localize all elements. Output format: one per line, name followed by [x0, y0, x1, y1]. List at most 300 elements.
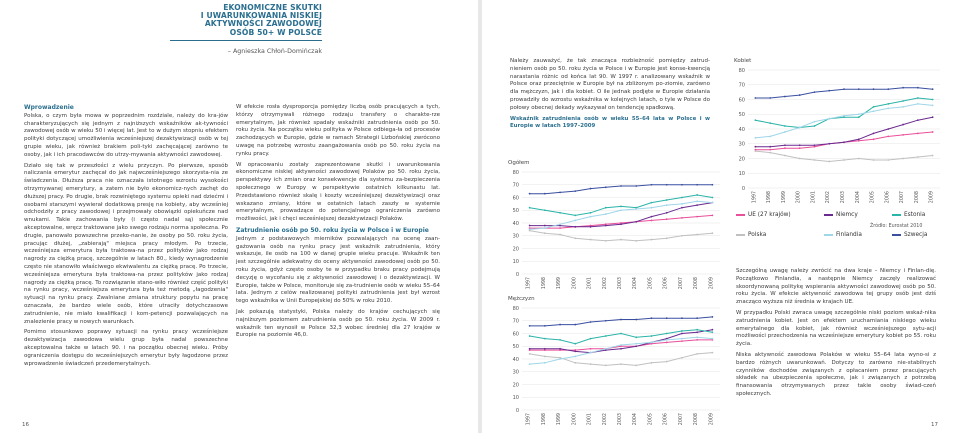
y-tick-label: 70 [512, 318, 519, 325]
data-point [917, 156, 919, 158]
data-point [754, 137, 756, 139]
data-point [651, 220, 653, 222]
data-point [711, 214, 713, 216]
data-point [754, 150, 756, 152]
data-point [574, 226, 576, 228]
data-point [932, 88, 934, 90]
data-point [651, 207, 653, 209]
source-note: Źródło: Eurostat 2010 [870, 224, 923, 229]
data-point [711, 352, 713, 354]
data-point [711, 331, 713, 333]
y-tick-label: 0 [515, 407, 519, 414]
data-point [681, 338, 683, 340]
data-point [858, 138, 860, 140]
data-point [902, 124, 904, 126]
data-point [574, 350, 576, 352]
x-tick-label: 2005 [648, 413, 654, 426]
x-tick-label: 2006 [885, 191, 891, 204]
legend-swatch [736, 234, 745, 236]
data-point [681, 184, 683, 186]
data-point [590, 239, 592, 241]
paragraph: W efekcie rosła dysproporcja pomiędzy liczbą osób pracujących a tych, którzy otrzymywali różnego rodzaju transfery o charakte-rze emerytalnym, jak również spadały wskaźniki zatrudnienia osób po 50. roku życia. Na początku wieku polityka w Polsce odbiega-ła od procesów zachodzących w Europie, gdzie w ramach Strategii Lizbońskiej zwrócono uwagę na potrzebę wzrostu zaangażowania osób po 50. roku życia na rynku pracy. [236, 104, 440, 157]
data-point [590, 226, 592, 228]
data-point [932, 116, 934, 118]
data-point [620, 206, 622, 208]
data-point [681, 217, 683, 219]
x-tick-label: 1999 [557, 277, 563, 290]
data-point [559, 348, 561, 350]
data-point [635, 345, 637, 347]
data-point [635, 319, 637, 321]
data-point [696, 194, 698, 196]
page-number-right: 17 [931, 422, 938, 428]
data-point [784, 144, 786, 146]
data-point [711, 232, 713, 234]
data-point [917, 97, 919, 99]
article-title-block [110, 4, 322, 55]
data-point [681, 333, 683, 335]
data-point [814, 91, 816, 93]
data-point [769, 122, 771, 124]
y-tick-label: 80 [512, 169, 519, 176]
y-tick-label: 30 [738, 141, 745, 148]
paragraph: Jak pokazują statystyki, Polska należy do krajów cechujących się najniższym poziomem zatrudnienia osób po 50. roku życia. W 2009 r. wskaźnik ten wynosił w Polsce 32,3 wobec średniej dla 27 krajów w Europie na poziomie 46,0. [236, 308, 440, 339]
data-point [544, 356, 546, 358]
data-point [828, 143, 830, 145]
data-point [932, 99, 934, 101]
data-point [590, 348, 592, 350]
data-point [681, 207, 683, 209]
data-point [814, 159, 816, 161]
chart-ogolem-svg [508, 168, 724, 292]
legend-swatch [824, 214, 833, 216]
data-point [529, 193, 531, 195]
data-point [590, 338, 592, 340]
x-tick-label: 2009 [709, 277, 715, 290]
left-page [0, 0, 478, 433]
data-point [651, 335, 653, 337]
data-point [696, 216, 698, 218]
data-point [828, 90, 830, 92]
data-point [635, 185, 637, 187]
data-point [574, 362, 576, 364]
legend-swatch [824, 234, 833, 236]
chart-heading: Wskaźnik zatrudnienia osób w wieku 55–64 lata w Polsce i w Europie w latach 1997–2009 [510, 115, 710, 130]
data-point [605, 207, 607, 209]
data-point [932, 155, 934, 157]
series-line [755, 132, 932, 150]
data-point [651, 317, 653, 319]
data-point [529, 335, 531, 337]
data-point [681, 317, 683, 319]
data-point [696, 353, 698, 355]
middle-column [236, 104, 440, 343]
data-point [887, 135, 889, 137]
data-point [681, 357, 683, 359]
data-point [544, 232, 546, 234]
data-point [902, 158, 904, 160]
legend-label: Szwecja [904, 232, 928, 238]
data-point [784, 155, 786, 157]
data-point [574, 237, 576, 239]
data-point [559, 212, 561, 214]
data-point [754, 119, 756, 121]
data-point [769, 97, 771, 99]
paragraph: Pomimo stosunkowo poprawy sytuacji na rynku pracy wcześniejsze dezaktywizacja zawodowa wielu grup była nadal powszechne akceptowalna także w latach 90. i na początku obecnej wieku. Próby ograniczenia dostępu do wcześniejszych emerytur były łagodzone przez wprowadzenie świadczeń przedemerytalnych. [24, 329, 228, 367]
right-text-column-top [510, 58, 710, 131]
data-point [873, 106, 875, 108]
data-point [666, 361, 668, 363]
data-point [696, 329, 698, 331]
legend-swatch [892, 234, 901, 236]
x-tick-label: 2000 [572, 277, 578, 290]
data-point [529, 325, 531, 327]
data-point [666, 212, 668, 214]
data-point [544, 338, 546, 340]
data-point [887, 159, 889, 161]
paragraph: Szczególną uwagę należy zwrócić na dwa kraje – Niemcy i Finlan-dię. Początkowo Finlandia, a następnie Niemcy zaczęły realizować skoordynowaną politykę wspierania aktywności zawodowej osób po 50. roku życia. W efekcie aktywność zawodowa tej grupy osób jest dziś znacząco wyższa niż średnia w krajach UE. [736, 268, 936, 306]
data-point [559, 192, 561, 194]
data-point [590, 321, 592, 323]
data-point [828, 118, 830, 120]
data-point [769, 135, 771, 137]
x-tick-label: 1998 [541, 413, 547, 426]
data-point [620, 348, 622, 350]
x-tick-label: 2008 [694, 277, 700, 290]
data-point [696, 204, 698, 206]
data-point [635, 208, 637, 210]
x-tick-label: 2002 [602, 413, 608, 426]
title-rule [170, 40, 322, 41]
data-point [620, 239, 622, 241]
legend-label: Finlandia [836, 232, 862, 238]
x-tick-label: 2007 [678, 413, 684, 426]
y-tick-label: 0 [741, 185, 745, 192]
author: – Agnieszka Chłoń-Domińczak [227, 47, 322, 55]
data-point [590, 212, 592, 214]
data-point [529, 353, 531, 355]
chart-title: Ogółem [508, 160, 530, 166]
series-line [755, 104, 932, 138]
series-line [755, 98, 932, 128]
y-tick-label: 60 [512, 331, 519, 338]
legend-swatch [736, 214, 745, 216]
data-point [559, 227, 561, 229]
y-tick-label: 20 [512, 382, 519, 389]
data-point [574, 343, 576, 345]
x-tick-label: 2007 [678, 277, 684, 290]
data-point [902, 134, 904, 136]
y-tick-label: 40 [512, 220, 519, 227]
y-tick-label: 20 [738, 156, 745, 163]
chart-title: Kobiet [734, 58, 752, 64]
data-point [574, 190, 576, 192]
data-point [799, 147, 801, 149]
data-point [605, 213, 607, 215]
title-line-1: EKONOMICZNE SKUTKI [223, 3, 322, 12]
x-tick-label: 2009 [929, 191, 935, 204]
data-point [559, 223, 561, 225]
data-point [681, 235, 683, 237]
x-tick-label: 2005 [870, 191, 876, 204]
data-point [917, 103, 919, 105]
data-point [666, 199, 668, 201]
x-tick-label: 1998 [767, 191, 773, 204]
data-point [605, 240, 607, 242]
y-tick-label: 10 [738, 171, 745, 178]
data-point [681, 340, 683, 342]
x-tick-label: 2001 [587, 277, 593, 290]
x-tick-label: 2005 [648, 277, 654, 290]
data-point [590, 216, 592, 218]
data-point [544, 348, 546, 350]
data-point [574, 214, 576, 216]
paragraph: W opracowaniu zostały zaprezentowane skutki i uwarunkowania ekonomiczne niskiej aktywności zawodowej Polaków po 50. roku życia, perspektywy ich zmian oraz konsekwencje dla systemu za-bezpieczenia społecznego w Europy w perspektywie ostatnich kilkunastu lat. Przedstawiono również skalę i koszty wcześniejszej dezaktywizacji oraz wskazano zmiany, które w ostatnich latach zaszły w systemie emerytalnym, prowadzące do potencjalnego ograniczenia zarówno możliwości, jak i chęci wcześniejszej dezaktywizacji Polaków. [236, 161, 440, 223]
data-point [917, 119, 919, 121]
paragraph: Należy zauważyć, że tak znacząca rozbieżność pomiędzy zatrud-nieniem osób po 50. roku życia w Polsce i w Europie jest konse-kwencją narastania różnic od końca lat 90. W 1997 r. analizowany wskaźnik w Polsce oraz przeciętnie w Europie był na zbliżonym po-ziomie, zarówno dla mężczyzn, jak i dla kobiet. O ile jednak podjęte w Europie działania prowadziły do wzrostu wskaźnika w kolejnych latach, o tyle w Polsce do połowy obecnej dekady wykazywał on tendencję spadkową. [510, 58, 710, 111]
data-point [559, 339, 561, 341]
x-tick-label: 2004 [633, 413, 639, 426]
paragraph: Jednym z podstawowych mierników pozwalających na ocenę zaan-gażowania osób na rynku pracy jest wskaźnik zatrudnienia, który wskazuje, ile osób na 100 w danej grupie wieku pracuje. Wskaźnik ten jest szczególnie adekwatny do oceny aktywności zawodowej osób po 50. roku życia, gdyż często osoby te w przypadku braku pracy podejmują decyzję o wycofaniu się z aktywności zawodowej i o dezaktywizacji. W Europie, także w Polsce, monitoruje się za-trudnienie osób w wieku 55–64 lata. Jednym z celów realizowanej polityki zatrudnienia jest był wzrost tego wskaźnika w Unii Europejskiej do 50% w roku 2010. [236, 235, 440, 305]
x-tick-label: 2003 [618, 277, 623, 290]
data-point [711, 197, 713, 199]
data-point [651, 239, 653, 241]
title-line-2: I UWARUNKOWANIA NISKIEJ [200, 11, 322, 21]
data-point [711, 316, 713, 318]
data-point [769, 149, 771, 151]
y-tick-label: 50 [512, 208, 519, 215]
x-tick-label: 1999 [781, 191, 787, 204]
right-text-column-bottom [736, 268, 936, 402]
x-tick-label: 2006 [663, 413, 669, 426]
y-tick-label: 80 [738, 67, 745, 74]
paragraph: W przypadku Polski zwraca uwagę szczególnie niski poziom wskaź-nika zatrudnienia kobiet. Jest on efektem uruchamiania niskiego wieku emerytalnego dla kobiet, jak również wcześniejszego sytu-acji możliwości przechodzenia na wcześniejsze emerytury kobiet po 55. roku życia. [736, 309, 936, 348]
data-point [887, 88, 889, 90]
y-tick-label: 50 [738, 112, 745, 119]
legend-label: UE (27 krajów) [748, 212, 791, 218]
x-tick-label: 1998 [541, 277, 547, 290]
data-point [666, 184, 668, 186]
data-point [887, 107, 889, 109]
chart-mezczyzn [508, 296, 724, 430]
data-point [887, 128, 889, 130]
data-point [843, 159, 845, 161]
y-tick-label: 30 [512, 233, 519, 240]
x-tick-label: 2004 [633, 277, 639, 290]
data-point [873, 159, 875, 161]
data-point [529, 228, 531, 230]
x-tick-label: 2008 [914, 191, 920, 204]
data-point [902, 100, 904, 102]
data-point [843, 88, 845, 90]
y-tick-label: 20 [512, 246, 519, 253]
data-point [666, 218, 668, 220]
data-point [529, 363, 531, 365]
data-point [769, 146, 771, 148]
data-point [843, 115, 845, 117]
x-tick-label: 2009 [709, 413, 715, 426]
data-point [605, 364, 607, 366]
data-point [620, 223, 622, 225]
data-point [917, 133, 919, 135]
data-point [858, 113, 860, 115]
chart-mezczyzn-svg [508, 304, 724, 428]
data-point [620, 209, 622, 211]
chart-title: Mężczyzn [508, 296, 535, 302]
series-line [530, 330, 713, 344]
data-point [635, 240, 637, 242]
data-point [711, 184, 713, 186]
data-point [784, 96, 786, 98]
data-point [529, 207, 531, 209]
y-tick-label: 60 [512, 195, 519, 202]
x-tick-label: 2004 [855, 191, 861, 204]
data-point [696, 339, 698, 341]
y-tick-label: 40 [738, 126, 745, 133]
x-tick-label: 2001 [587, 413, 593, 426]
legend-item [824, 212, 858, 218]
data-point [696, 234, 698, 236]
data-point [873, 88, 875, 90]
x-tick-label: 2000 [572, 413, 578, 426]
data-point [754, 97, 756, 99]
data-point [544, 193, 546, 195]
data-point [784, 125, 786, 127]
data-point [605, 348, 607, 350]
series-line [530, 201, 713, 229]
data-point [666, 333, 668, 335]
data-point [843, 141, 845, 143]
data-point [666, 317, 668, 319]
x-tick-label: 1997 [526, 277, 532, 290]
data-point [873, 133, 875, 135]
data-point [932, 105, 934, 107]
left-column [24, 104, 228, 371]
x-tick-label: 2003 [841, 191, 846, 204]
data-point [635, 221, 637, 223]
y-tick-label: 70 [738, 82, 745, 89]
y-tick-label: 30 [512, 369, 519, 376]
data-point [754, 146, 756, 148]
data-point [696, 317, 698, 319]
data-point [574, 356, 576, 358]
chart-kobiet-svg [734, 66, 944, 206]
data-point [696, 200, 698, 202]
legend-item [892, 212, 925, 218]
data-point [799, 144, 801, 146]
data-point [769, 152, 771, 154]
y-tick-label: 0 [515, 271, 519, 278]
series-line [530, 317, 713, 326]
data-point [620, 363, 622, 365]
data-point [590, 352, 592, 354]
data-point [544, 362, 546, 364]
data-point [620, 333, 622, 335]
y-tick-label: 10 [512, 395, 519, 402]
legend-item [736, 212, 791, 218]
legend-label: Estonia [904, 212, 926, 218]
x-tick-label: 2001 [811, 191, 817, 204]
data-point [711, 329, 713, 331]
data-point [620, 344, 622, 346]
data-point [917, 87, 919, 89]
data-point [651, 202, 653, 204]
x-tick-label: 1997 [752, 191, 758, 204]
data-point [559, 358, 561, 360]
legend-item [736, 232, 766, 238]
chart-ogolem [508, 160, 724, 294]
data-point [529, 348, 531, 350]
x-tick-label: 2000 [796, 191, 802, 204]
x-tick-label: 1999 [557, 413, 563, 426]
legend-item [824, 232, 862, 238]
data-point [544, 209, 546, 211]
data-point [651, 216, 653, 218]
paragraph: Niska aktywność zawodowa Polaków w wieku 55–64 lata wyno-si z bardzo różnych uwarunkowań. Dotyczy to zarówno nie-stabilnych czynników dochodów związanych z opłacaniem przez pracujących składek na ubezpieczenia społeczne, jak i związanych z potrzebą finansowania otrzymywanych przez takie osoby świad-czeń społecznych. [736, 351, 936, 397]
x-tick-label: 2007 [900, 191, 906, 204]
data-point [529, 225, 531, 227]
data-point [666, 339, 668, 341]
data-point [711, 338, 713, 340]
title-line-3: AKTYWNOŚCI ZAWODOWEJ [204, 19, 322, 29]
series-line [530, 215, 713, 228]
data-point [873, 138, 875, 140]
legend-label: Polska [748, 232, 767, 238]
data-point [681, 203, 683, 205]
y-tick-label: 50 [512, 344, 519, 351]
data-point [620, 185, 622, 187]
data-point [544, 227, 546, 229]
y-tick-label: 60 [738, 97, 745, 104]
section-heading: Wprowadzenie [24, 104, 74, 111]
chart-kobiet [734, 58, 944, 208]
data-point [858, 88, 860, 90]
section-heading: Zatrudnienie osób po 50. roku życia w Polsce i w Europie [236, 226, 429, 234]
data-point [544, 225, 546, 227]
data-point [887, 103, 889, 105]
data-point [635, 343, 637, 345]
data-point [574, 220, 576, 222]
data-point [666, 204, 668, 206]
x-tick-label: 2006 [663, 277, 669, 290]
page-number-left: 16 [22, 422, 29, 428]
paragraph: Działo się tak w przeszłości z wielu przyczyn. Po pierwsze, sposób naliczania emerytur zachęcał do jak najwcześniejszego skorzysta-nia ze świadczenia. Dłuższa praca nie oznaczała istotnego wzrostu wysokości otrzymywanej emerytury, a zatem nie było ekonomicz-nych zachęt do dłuższej pracy. Po drugie, brak rozwiniętego systemu opieki nad dziećmi i osobami starszymi wywierał dodatkową presję na kobiety, aby wcześniej odchodziły z pracy zawodowej i przejmowały obowiązki opiekuńcze nad wnukami. Takie zachowania były (i często nadal są) społecznie akceptowalne, wręcz traktowane jako swego rodzaju norma społeczna. Po drugie, panowało powszechne przeko-nanie, że osoby po 50. roku życia, pracując dłużej, „zabierają" miejsca pracy młodym. Po trzecie, wcześniejsza emerytura była traktowa-na przez polityków jako rodzaj nagrody za ciężką pracę, szczególnie w latach 80., kiedy wynagrodzenie często nie stanowiło właściwego ekwiwalentu za ciężką pracę. Po trzecie, wcześniejsza emerytura była traktowa-na przez polityków jako rodzaj nagrody za ciężką pracę. To rozwiązanie stano-wiło również część polityki na rynku pracy, wcześniejsza emerytura była też metodą „łagodzenia" sytuacji na rynku pracy. Zwalniane zmiana struktury popytu na pracę oznaczała, że bardzo wiele osób, które utraciły dotychczasowe zatrudnienie, nie miało kwalifikacji i kom-petencji pozwalających na znalezienie pracy w nowych warunkach. [24, 162, 228, 325]
y-tick-label: 80 [512, 305, 519, 312]
data-point [559, 324, 561, 326]
data-point [590, 363, 592, 365]
data-point [651, 362, 653, 364]
data-point [605, 320, 607, 322]
data-point [799, 94, 801, 96]
data-point [559, 234, 561, 236]
x-tick-label: 2003 [618, 413, 623, 426]
data-point [873, 110, 875, 112]
data-point [605, 335, 607, 337]
data-point [635, 336, 637, 338]
data-point [651, 342, 653, 344]
paragraph: Polska, o czym była mowa w poprzednim rozdziale, należy do kra-jów charakteryzujących się jednym z najniższych wskaźników ak-tywności zawodowej osób w wieku 50 i więcej lat. Jest to w dużym stopniu efektem polityki dotyczącej umożliwienia wcześniejszej dezaktywizacji osób w tej grupie wieku, jak również brakiem poli-tyki zachęcającej zarówno te osoby, jak i ich pracodawców do utrzy-mywania aktywności zawodowej. [24, 112, 228, 158]
data-point [932, 131, 934, 133]
data-point [651, 184, 653, 186]
data-point [620, 319, 622, 321]
data-point [681, 197, 683, 199]
x-tick-label: 2002 [602, 277, 608, 290]
data-point [814, 121, 816, 123]
data-point [681, 330, 683, 332]
data-point [799, 158, 801, 160]
legend-item [892, 232, 927, 238]
x-tick-label: 1997 [526, 413, 532, 426]
